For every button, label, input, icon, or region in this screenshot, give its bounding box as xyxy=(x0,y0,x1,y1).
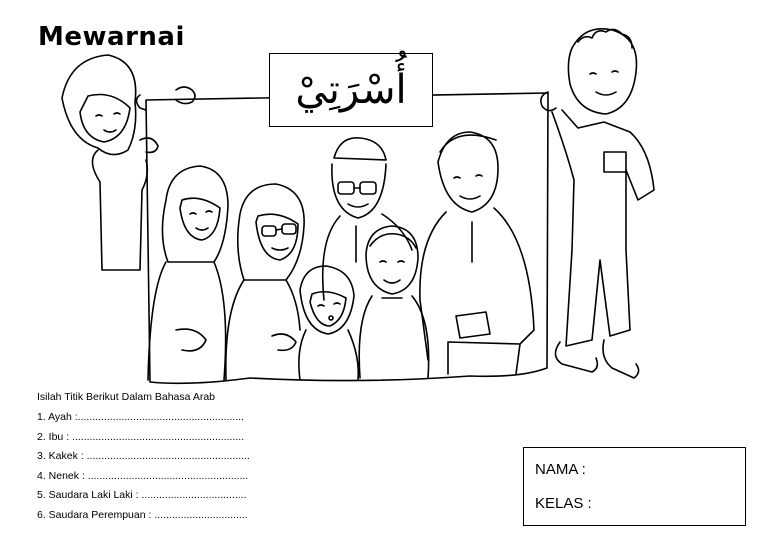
nama-label: NAMA : xyxy=(535,461,586,478)
instructions-heading: Isilah Titik Berikut Dalam Bahasa Arab xyxy=(37,391,215,403)
girl-left-figure xyxy=(62,55,195,270)
grandmother-figure xyxy=(226,184,304,380)
kelas-label: KELAS : xyxy=(535,495,592,512)
instructions-section xyxy=(37,391,337,528)
arabic-title-text: أُسْرَتِيْ xyxy=(295,67,407,113)
little-boy-figure xyxy=(359,226,428,378)
question-nenek: 4. Nenek : ....................................................... xyxy=(37,469,249,482)
little-girl-figure xyxy=(299,266,358,380)
page-title: Mewarnai xyxy=(38,22,185,52)
question-kakek: 3. Kakek : ........................................................ xyxy=(37,450,250,462)
student-info-box xyxy=(523,447,746,526)
question-ibu: 2. Ibu : ........................................................... xyxy=(37,430,245,443)
question-ayah: 1. Ayah :......................................................... xyxy=(37,411,244,423)
boy-right-figure xyxy=(541,29,654,378)
question-saudara-laki-laki: 5. Saudara Laki Laki : .................................... xyxy=(37,489,247,501)
grandfather-figure xyxy=(323,138,412,300)
question-saudara-perempuan: 6. Saudara Perempuan : ................................ xyxy=(37,508,248,521)
father-figure xyxy=(420,132,534,374)
arabic-title-box xyxy=(269,53,433,127)
mother-figure xyxy=(148,166,228,380)
